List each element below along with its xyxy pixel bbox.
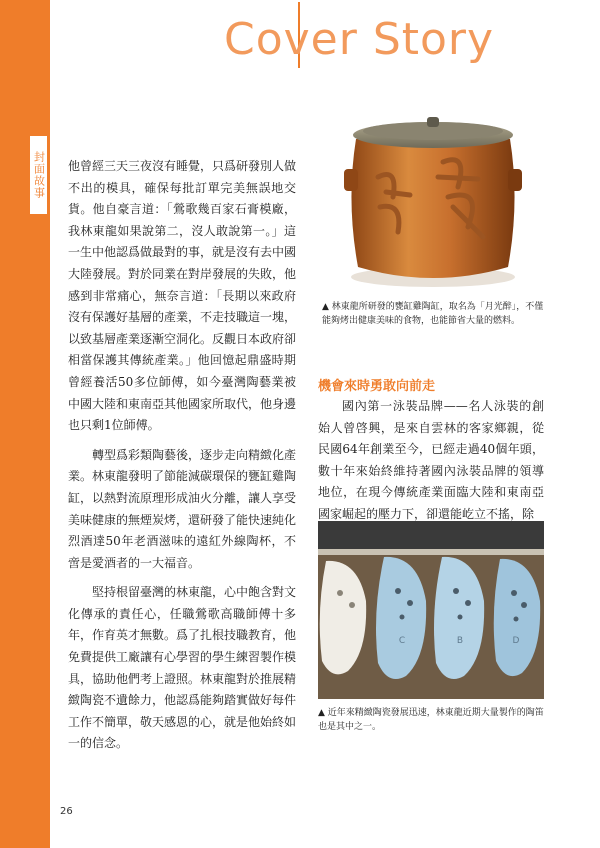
paragraph: 轉型爲彩類陶藝後，逐步走向精緻化產業。林東龍發明了節能減碳環保的甕缸雞陶缸，以熱對流原理形成油火分離，讓人享受美味健康的無煙炭烤，還研發了能快速純化烈酒達50年老酒滋味的遠紅外線陶杯，不啻是愛酒者的一大福音。 [68,447,297,570]
shelf-rail [318,549,544,555]
jar-caption: ▲ 林東龍所研發的甕缸雞陶缸，取名為「月光醉」，不僅能夠烤出健康美味的食物，也能節省大量的燃料。 [322,302,544,326]
section-tab [29,135,48,215]
ocarina-label-3: D [512,636,520,646]
left-column [68,156,296,763]
jar-left-handle [344,169,358,191]
section-label: 封面故事 [32,151,46,199]
jar-body [351,139,514,278]
ocarina-illustration [318,521,544,699]
jar-illustration [318,107,544,293]
paragraph: 堅持根留臺灣的林東龍，心中飽含對文化傳承的責任心，任職鶯歌高職師傅十多年，作育英才無數。爲了扎根技職教育，他免費提供工廠讓有心學習的學生練習製作模具，協助他們考上證照。林東龍對於推展精緻陶瓷不遺餘力，他認爲能夠踏實做好每件工作不簡單，敬天感恩的心，就是他始終如一的信念。 [68,585,297,751]
page-title: Cover Story [224,14,495,65]
right-column [318,378,544,526]
lid-handle-icon [427,117,439,127]
ocarina-photo [318,521,544,699]
shelf-top [318,521,544,549]
ocarina-caption: ▲ 近年來精緻陶瓷發展迅速，林東龍近期大量製作的陶笛也是其中之一。 [318,708,544,732]
ocarina-label-1: C [398,636,406,646]
section-subheading: 機會來時勇敢向前走 [318,379,436,394]
paragraph: 他曾經三天三夜沒有睡覺，只爲研發別人做不出的模具，確保每批訂單完美無誤地交貨。他自豪言道：「鶯歌幾百家石膏模廠，我林東龍如果說第二，沒人敢說第一。」這一生中他認爲做最對的事，就是沒有去中國大陸發展。對於同業在對岸發展的失敗，他感到非常痛心，無奈言道：「長期以來政府沒有保護好基層的產業，不走技職這一塊，以致基層產業逐漸空洞化。反觀日本政府卻相當保護其傳統產業。」他回憶起鼎盛時期曾經養活50多位師傅，如今臺灣陶藝業被中國大陸和東南亞其他國家所取代，他身邊也只剩1位師傅。 [68,159,297,433]
jar-photo [318,107,544,293]
jar-right-handle [508,169,522,191]
ocarina-label-2: B [456,636,464,646]
paragraph: 國內第一泳裝品牌——名人泳裝的創始人曾啓興，是來自雲林的客家鄉親，從民國64年創業至今，已經走過40個年頭，數十年來始終維持著國內泳裝品牌的領導地位，在現今傳統產業面臨大陸和東南亞國家崛起的壓力下，卻還能屹立不搖，除 [318,399,544,521]
page-number: 26 [60,806,73,817]
left-accent-bar [0,0,50,848]
